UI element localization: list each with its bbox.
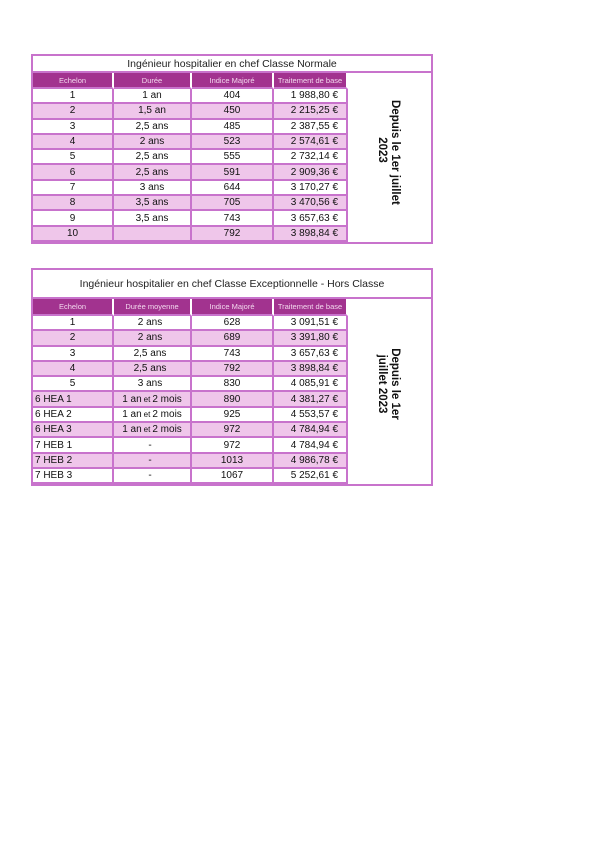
- cell-traitement: 3 091,51 €: [274, 316, 348, 331]
- cell-echelon: 1: [33, 89, 114, 104]
- header-echelon: Echelon: [33, 299, 114, 316]
- header-indice: Indice Majoré: [192, 73, 274, 89]
- cell-traitement: 3 470,56 €: [274, 196, 348, 211]
- cell-traitement: 3 657,63 €: [274, 347, 348, 362]
- cell-indice: 972: [192, 423, 274, 438]
- cell-traitement: 3 898,84 €: [274, 227, 348, 242]
- cell-duree: -: [114, 438, 192, 453]
- cell-duree: 2,5 ans: [114, 347, 192, 362]
- cell-echelon: 7 HEB 3: [33, 469, 114, 484]
- table-title: Ingénieur hospitalier en chef Classe Exceptionnelle - Hors Classe: [33, 270, 431, 299]
- table-classe-exceptionnelle: [31, 268, 433, 486]
- cell-indice: 485: [192, 120, 274, 135]
- cell-duree: 1 an et 2 mois: [114, 423, 192, 438]
- cell-echelon: 6: [33, 165, 114, 180]
- cell-indice: 830: [192, 377, 274, 392]
- header-duree-moyenne: Durée moyenne: [114, 299, 192, 316]
- cell-traitement: 4 784,94 €: [274, 423, 348, 438]
- cell-echelon: 3: [33, 347, 114, 362]
- cell-traitement: 3 657,63 €: [274, 211, 348, 226]
- side-label: Depuis le 1er juillet 2023: [376, 348, 401, 420]
- header-echelon: Echelon: [33, 73, 114, 89]
- cell-echelon: 7 HEB 2: [33, 454, 114, 469]
- cell-echelon: 1: [33, 316, 114, 331]
- cell-echelon: 5: [33, 150, 114, 165]
- cell-traitement: 2 574,61 €: [274, 135, 348, 150]
- cell-traitement: 3 170,27 €: [274, 181, 348, 196]
- cell-indice: 743: [192, 211, 274, 226]
- table-title: Ingénieur hospitalier en chef Classe Normale: [33, 56, 431, 73]
- cell-duree: 1 an et 2 mois: [114, 392, 192, 407]
- cell-echelon: 3: [33, 120, 114, 135]
- cell-traitement: 3 391,80 €: [274, 331, 348, 346]
- cell-traitement: 4 381,27 €: [274, 392, 348, 407]
- cell-indice: 628: [192, 316, 274, 331]
- side-label-cell: [348, 73, 431, 242]
- header-indice: Indice Majoré: [192, 299, 274, 316]
- cell-duree: 2 ans: [114, 316, 192, 331]
- cell-duree: 2,5 ans: [114, 362, 192, 377]
- cell-duree: 1 an: [114, 89, 192, 104]
- cell-echelon: 10: [33, 227, 114, 242]
- cell-duree: 3 ans: [114, 377, 192, 392]
- cell-echelon: 4: [33, 135, 114, 150]
- cell-echelon: 6 HEA 1: [33, 392, 114, 407]
- cell-traitement: 4 784,94 €: [274, 438, 348, 453]
- cell-indice: 1013: [192, 454, 274, 469]
- cell-indice: 972: [192, 438, 274, 453]
- cell-traitement: 3 898,84 €: [274, 362, 348, 377]
- cell-indice: 404: [192, 89, 274, 104]
- cell-duree: [114, 227, 192, 242]
- cell-traitement: 2 732,14 €: [274, 150, 348, 165]
- cell-indice: 925: [192, 408, 274, 423]
- cell-indice: 1067: [192, 469, 274, 484]
- cell-indice: 689: [192, 331, 274, 346]
- cell-duree: 1,5 an: [114, 104, 192, 119]
- cell-traitement: 4 553,57 €: [274, 408, 348, 423]
- cell-traitement: 2 387,55 €: [274, 120, 348, 135]
- cell-traitement: 4 085,91 €: [274, 377, 348, 392]
- cell-indice: 644: [192, 181, 274, 196]
- cell-traitement: 2 215,25 €: [274, 104, 348, 119]
- cell-echelon: 2: [33, 331, 114, 346]
- cell-echelon: 7 HEB 1: [33, 438, 114, 453]
- cell-traitement: 5 252,61 €: [274, 469, 348, 484]
- cell-duree: -: [114, 454, 192, 469]
- cell-duree: -: [114, 469, 192, 484]
- cell-echelon: 8: [33, 196, 114, 211]
- cell-indice: 555: [192, 150, 274, 165]
- cell-echelon: 7: [33, 181, 114, 196]
- cell-indice: 705: [192, 196, 274, 211]
- cell-indice: 523: [192, 135, 274, 150]
- cell-duree: 3,5 ans: [114, 211, 192, 226]
- cell-indice: 591: [192, 165, 274, 180]
- side-label: Depuis le 1er juillet 2023: [376, 100, 401, 205]
- cell-traitement: 2 909,36 €: [274, 165, 348, 180]
- cell-traitement: 4 986,78 €: [274, 454, 348, 469]
- cell-indice: 890: [192, 392, 274, 407]
- cell-indice: 450: [192, 104, 274, 119]
- cell-echelon: 4: [33, 362, 114, 377]
- cell-duree: 2,5 ans: [114, 150, 192, 165]
- cell-duree: 3,5 ans: [114, 196, 192, 211]
- cell-duree: 2 ans: [114, 331, 192, 346]
- cell-echelon: 5: [33, 377, 114, 392]
- cell-duree: 1 an et 2 mois: [114, 408, 192, 423]
- cell-duree: 2,5 ans: [114, 165, 192, 180]
- cell-echelon: 2: [33, 104, 114, 119]
- cell-indice: 743: [192, 347, 274, 362]
- cell-echelon: 9: [33, 211, 114, 226]
- cell-traitement: 1 988,80 €: [274, 89, 348, 104]
- cell-indice: 792: [192, 227, 274, 242]
- cell-echelon: 6 HEA 3: [33, 423, 114, 438]
- header-duree: Durée: [114, 73, 192, 89]
- side-label-cell: [348, 299, 431, 484]
- cell-duree: 2,5 ans: [114, 120, 192, 135]
- header-traitement: Traitement de base: [274, 73, 348, 89]
- cell-duree: 2 ans: [114, 135, 192, 150]
- cell-indice: 792: [192, 362, 274, 377]
- cell-echelon: 6 HEA 2: [33, 408, 114, 423]
- header-traitement: Traitement de base: [274, 299, 348, 316]
- table-classe-normale: [31, 54, 433, 244]
- cell-duree: 3 ans: [114, 181, 192, 196]
